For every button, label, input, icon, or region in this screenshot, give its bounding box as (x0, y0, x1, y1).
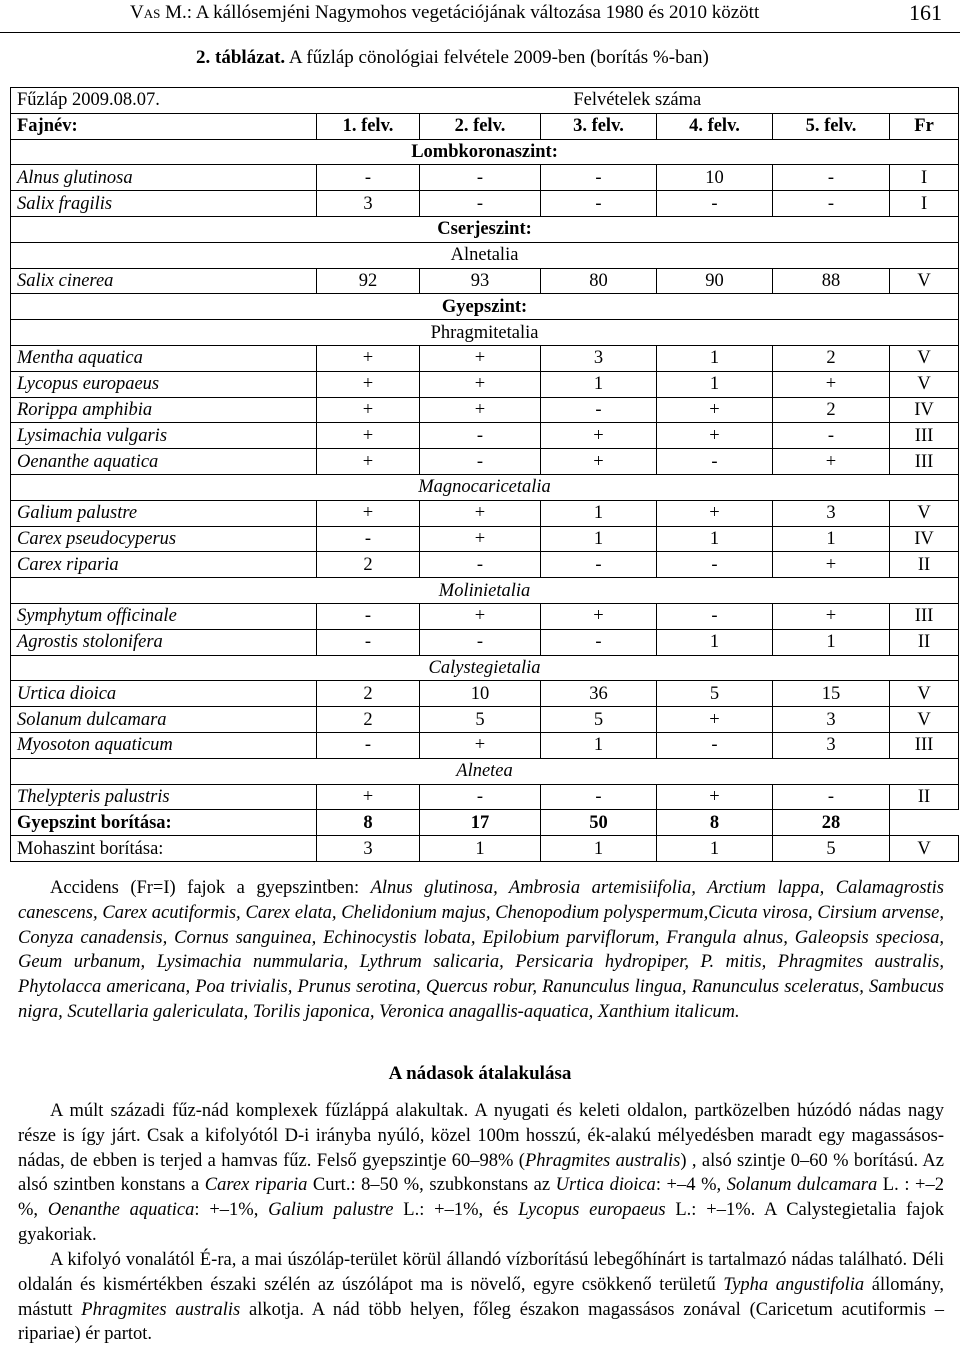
column-header-3: 3. felv. (541, 113, 657, 139)
cover-value-cell: 5 (541, 707, 657, 733)
layer-shrub-row-label: Cserjeszint: (11, 216, 959, 242)
cover-value-cell: - (317, 629, 420, 655)
table-row (11, 397, 959, 423)
cover-value-cell: II (890, 784, 959, 810)
cover-value-cell: + (420, 603, 541, 629)
species-name: Phragmites australis (524, 1150, 681, 1171)
cover-value-cell: - (317, 603, 420, 629)
herb-cover-row-label: Gyepszint borítása: (11, 810, 317, 836)
cover-value-cell: + (420, 500, 541, 526)
article-title: : A kállósemjéni Nagymohos vegetációjának változása 1980 és 2010 között (186, 2, 760, 23)
group-phragmitetalia-row (11, 320, 959, 346)
cover-value-cell: + (657, 423, 773, 449)
species-name-cell: Galium palustre (11, 500, 317, 526)
cover-value-cell: + (773, 449, 890, 475)
table-row (11, 707, 959, 733)
group-molinietalia-row (11, 578, 959, 604)
cover-value-cell: IV (890, 526, 959, 552)
group-alnetea-row (11, 758, 959, 784)
column-header-5: 5. felv. (773, 113, 890, 139)
accidens-paragraph (18, 876, 944, 1025)
cover-value-cell: + (541, 423, 657, 449)
herb-cover-row-value: 28 (773, 810, 890, 836)
text: : +–1%, (194, 1200, 269, 1221)
cover-value-cell: - (420, 784, 541, 810)
cover-value-cell: + (317, 784, 420, 810)
accidens-lead: Accidens (Fr=I) fajok a gyepszintben: (50, 878, 371, 898)
cover-value-cell: 36 (541, 681, 657, 707)
species-name-cell: Myosoton aquaticum (11, 732, 317, 758)
cover-value-cell: 88 (773, 268, 890, 294)
moss-cover-row-value: 1 (420, 836, 541, 862)
cover-value-cell: + (657, 397, 773, 423)
cover-value-cell: 2 (317, 552, 420, 578)
table-row (11, 681, 959, 707)
cover-value-cell: + (420, 371, 541, 397)
cover-value-cell: + (773, 552, 890, 578)
layer-canopy-row (11, 139, 959, 165)
text: L.: +–1%. A Calystegietalia fajok gyakoriak. (18, 1200, 944, 1245)
table-row (11, 732, 959, 758)
table-row (11, 526, 959, 552)
cover-value-cell: - (541, 629, 657, 655)
moss-cover-row (11, 836, 959, 862)
layer-shrub-row (11, 216, 959, 242)
column-header-2: 2. felv. (420, 113, 541, 139)
cover-value-cell: 10 (657, 165, 773, 191)
group-alnetalia-row-label: Alnetalia (11, 242, 959, 268)
table-row (11, 552, 959, 578)
cover-value-cell: I (890, 191, 959, 217)
cover-value-cell: - (773, 165, 890, 191)
table-row (11, 449, 959, 475)
accidens-species: Alnus glutinosa, Ambrosia artemisiifolia, Arctium lappa, Calamagrostis canescens, Carex acutiformis, Carex elata, Chelidonium majus, Chenopodium polyspermum,Cicuta virosa, Cirsium arvense, Conyza canadensis, Cornus sanguinea, Echinocystis lobata, Epilobium parviflorum, Frangula alnus, Galeopsis speciosa, Geum urbanum, Lysimachia nummularia, Lythrum salicaria, Persicaria hydropiper, P. mitis, Phragmites australis, Phytolacca americana, Poa trivialis, Prunus serotina, Quercus robur, Ranunculus lingua, Ranunculus sceleratus, Sambucus nigra, Scutellaria galericulata, Torilis japonica, Veronica anagallis-aquatica, Xanthium italicum. (18, 878, 944, 1022)
cover-value-cell: 1 (657, 345, 773, 371)
cover-value-cell: + (657, 707, 773, 733)
cover-value-cell: - (773, 423, 890, 449)
species-name: Solanum dulcamara (726, 1175, 878, 1196)
cover-value-cell: 93 (420, 268, 541, 294)
cover-value-cell: 1 (657, 629, 773, 655)
cover-value-cell: II (890, 629, 959, 655)
cover-value-cell: - (657, 603, 773, 629)
cover-value-cell: II (890, 552, 959, 578)
herb-cover-row-value: 50 (541, 810, 657, 836)
cover-value-cell: 2 (317, 681, 420, 707)
cover-value-cell: 5 (657, 681, 773, 707)
table-column-header-row (11, 113, 959, 139)
table-row (11, 191, 959, 217)
cover-value-cell: + (317, 345, 420, 371)
herb-cover-row-value: 17 (420, 810, 541, 836)
cover-value-cell: 1 (773, 526, 890, 552)
species-name-cell: Lycopus europaeus (11, 371, 317, 397)
layer-herb-row-label: Gyepszint: (11, 294, 959, 320)
cover-value-cell: - (541, 191, 657, 217)
table-row (11, 371, 959, 397)
cover-value-cell: 2 (317, 707, 420, 733)
cover-value-cell: V (890, 681, 959, 707)
running-title (130, 2, 759, 24)
moss-cover-row-value: 1 (657, 836, 773, 862)
cover-value-cell: 3 (773, 500, 890, 526)
species-name: Lycopus europaeus (518, 1200, 666, 1221)
cover-value-cell: - (420, 423, 541, 449)
text: A múlt századi fűz-nád komplexek fűzláppá alakultak. A nyugati és keleti oldalon, partközelben húzódó nádas nagy része is így járt. Csak a kifolyótól D-i irányba nyúló, közel 100m hosszú, ék-alakú mélyedésben maradt egy magassásos-nádas, de ebben is terjed a hamvas fűz. Felső gyepszintje 60–98% ( (18, 1101, 944, 1171)
cover-value-cell: 2 (773, 397, 890, 423)
moss-cover-row-value: 5 (773, 836, 890, 862)
table-caption-text: A fűzláp cönológiai felvétele 2009-ben (borítás %-ban) (285, 47, 709, 68)
layer-herb-row (11, 294, 959, 320)
cover-value-cell: - (541, 784, 657, 810)
cover-value-cell: 10 (420, 681, 541, 707)
herb-cover-row-value: 8 (657, 810, 773, 836)
cover-value-cell: + (420, 397, 541, 423)
cover-value-cell: - (541, 552, 657, 578)
table-row (11, 268, 959, 294)
cover-value-cell: + (541, 603, 657, 629)
column-header-fr: Fr (890, 113, 959, 139)
species-name-cell: Lysimachia vulgaris (11, 423, 317, 449)
group-alnetea-row-label: Alnetea (11, 758, 959, 784)
cover-value-cell: + (317, 449, 420, 475)
author-name: Vas M. (130, 2, 187, 23)
column-header-species: Fajnév: (11, 113, 317, 139)
cover-value-cell: + (317, 371, 420, 397)
cover-value-cell: 5 (420, 707, 541, 733)
cover-value-cell: - (420, 165, 541, 191)
text: L. : +–2 %, (18, 1175, 944, 1221)
group-alnetalia-row (11, 242, 959, 268)
text: : +–4 %, (655, 1175, 727, 1196)
text: A kifolyó vonalától É-ra, a mai úszóláp-terület körül állandó vízborítású lebegőhínárt is tartalmazó nádas található. Déli oldalán és kismértékben északi szélén az úszólápot ma is növelő, egyre csökkenő területű (18, 1250, 944, 1295)
cover-value-cell: + (541, 449, 657, 475)
species-name-cell: Urtica dioica (11, 681, 317, 707)
cover-value-cell: + (420, 526, 541, 552)
cover-value-cell: V (890, 707, 959, 733)
herb-cover-row (11, 810, 959, 836)
cover-value-cell: 1 (657, 526, 773, 552)
species-name-cell: Salix cinerea (11, 268, 317, 294)
species-name-cell: Oenanthe aquatica (11, 449, 317, 475)
species-name-cell: Solanum dulcamara (11, 707, 317, 733)
table-caption (196, 47, 709, 69)
text: Curt.: 8–50 %, szubkonstans az (307, 1175, 556, 1196)
cover-value-cell: 3 (773, 707, 890, 733)
species-name: Urtica dioica (555, 1175, 656, 1196)
moss-cover-row-label: Mohaszint borítása: (11, 836, 317, 862)
cover-value-cell: 15 (773, 681, 890, 707)
cover-value-cell: - (317, 732, 420, 758)
species-name: Oenanthe aquatica (47, 1200, 195, 1221)
table-row (11, 165, 959, 191)
cover-value-cell: - (657, 449, 773, 475)
cover-value-cell: - (317, 526, 420, 552)
table-row (11, 423, 959, 449)
species-name-cell: Agrostis stolonifera (11, 629, 317, 655)
cover-value-cell: V (890, 500, 959, 526)
species-name-cell: Symphytum officinale (11, 603, 317, 629)
cover-value-cell: - (773, 784, 890, 810)
cover-value-cell: - (657, 191, 773, 217)
species-name: Galium palustre (268, 1200, 394, 1221)
cover-value-cell: + (420, 732, 541, 758)
cover-value-cell: - (541, 397, 657, 423)
body-paragraph-1 (18, 1099, 944, 1248)
moss-cover-row-value: V (890, 836, 959, 862)
cover-value-cell: V (890, 268, 959, 294)
cover-value-cell: I (890, 165, 959, 191)
cover-value-cell: + (773, 603, 890, 629)
cover-value-cell: + (317, 423, 420, 449)
cover-value-cell: III (890, 732, 959, 758)
layer-canopy-row-label: Lombkoronaszint: (11, 139, 959, 165)
moss-cover-row-value: 1 (541, 836, 657, 862)
cover-value-cell: 90 (657, 268, 773, 294)
table-row (11, 345, 959, 371)
table-row (11, 784, 959, 810)
cover-value-cell: 1 (541, 526, 657, 552)
cover-value-cell: V (890, 371, 959, 397)
group-phragmitetalia-row-label: Phragmitetalia (11, 320, 959, 346)
species-name: Typha angustifolia (723, 1274, 865, 1295)
herb-cover-row-value: 8 (317, 810, 420, 836)
cover-value-cell: 3 (317, 191, 420, 217)
group-magnocaricetalia-row-label: Magnocaricetalia (11, 474, 959, 500)
species-name-cell: Salix fragilis (11, 191, 317, 217)
group-magnocaricetalia-row (11, 474, 959, 500)
cover-value-cell: III (890, 423, 959, 449)
column-header-4: 4. felv. (657, 113, 773, 139)
table-body (11, 88, 959, 862)
moss-cover-row-value: 3 (317, 836, 420, 862)
cover-value-cell: - (657, 732, 773, 758)
cover-value-cell: 1 (657, 371, 773, 397)
species-name-cell: Carex riparia (11, 552, 317, 578)
text: alkotja. A nád több helyen, főleg északon magassásos zonával (Caricetum acutiformis – ripariae) ér partot. (18, 1299, 944, 1345)
cover-value-cell: + (773, 371, 890, 397)
site-date-cell: Fűzláp 2009.08.07. (11, 88, 317, 114)
cover-value-cell: + (317, 500, 420, 526)
cover-value-cell: - (420, 629, 541, 655)
cover-value-cell: - (773, 191, 890, 217)
cover-value-cell: - (541, 165, 657, 191)
table-row (11, 500, 959, 526)
section-heading: A nádasok átalakulása (388, 1063, 572, 1084)
page-header (0, 0, 960, 33)
cover-value-cell: 2 (773, 345, 890, 371)
cover-value-cell: 3 (541, 345, 657, 371)
coenological-table (10, 87, 959, 862)
cover-value-cell: - (657, 552, 773, 578)
body-paragraph-2 (18, 1248, 944, 1347)
cover-value-cell: - (420, 552, 541, 578)
cover-value-cell: III (890, 449, 959, 475)
group-calystegietalia-row (11, 655, 959, 681)
table-row (11, 603, 959, 629)
text: állomány, mástutt (18, 1274, 945, 1320)
cover-value-cell: + (420, 345, 541, 371)
group-calystegietalia-row-label: Calystegietalia (11, 655, 959, 681)
cover-value-cell: 80 (541, 268, 657, 294)
herb-cover-row-value (890, 810, 959, 836)
species-name-cell: Carex pseudocyperus (11, 526, 317, 552)
table-row (11, 629, 959, 655)
cover-value-cell: V (890, 345, 959, 371)
cover-value-cell: 1 (773, 629, 890, 655)
page-number: 161 (909, 0, 942, 25)
species-name-cell: Mentha aquatica (11, 345, 317, 371)
species-name: Carex riparia (204, 1175, 308, 1196)
cover-value-cell: 1 (541, 371, 657, 397)
cover-value-cell: 1 (541, 732, 657, 758)
table-header-row (11, 88, 959, 114)
cover-value-cell: + (317, 397, 420, 423)
cover-value-cell: 1 (541, 500, 657, 526)
cover-value-cell: 3 (773, 732, 890, 758)
text: ) , alsó szintje 0–60 % borítású. Az alsó szintben konstans a (18, 1150, 944, 1196)
species-name-cell: Thelypteris palustris (11, 784, 317, 810)
cover-value-cell: - (420, 191, 541, 217)
column-header-1: 1. felv. (317, 113, 420, 139)
species-name-cell: Rorippa amphibia (11, 397, 317, 423)
species-name-cell: Alnus glutinosa (11, 165, 317, 191)
group-molinietalia-row-label: Molinietalia (11, 578, 959, 604)
cover-value-cell: + (657, 784, 773, 810)
table-caption-label: 2. táblázat. (196, 47, 286, 68)
cover-value-cell: - (317, 165, 420, 191)
text: L.: +–1%, és (393, 1200, 519, 1221)
group-header-cell: Felvételek száma (317, 88, 959, 114)
cover-value-cell: - (420, 449, 541, 475)
cover-value-cell: III (890, 603, 959, 629)
cover-value-cell: + (657, 500, 773, 526)
cover-value-cell: 92 (317, 268, 420, 294)
cover-value-cell: IV (890, 397, 959, 423)
species-name: Phragmites australis (81, 1299, 241, 1320)
